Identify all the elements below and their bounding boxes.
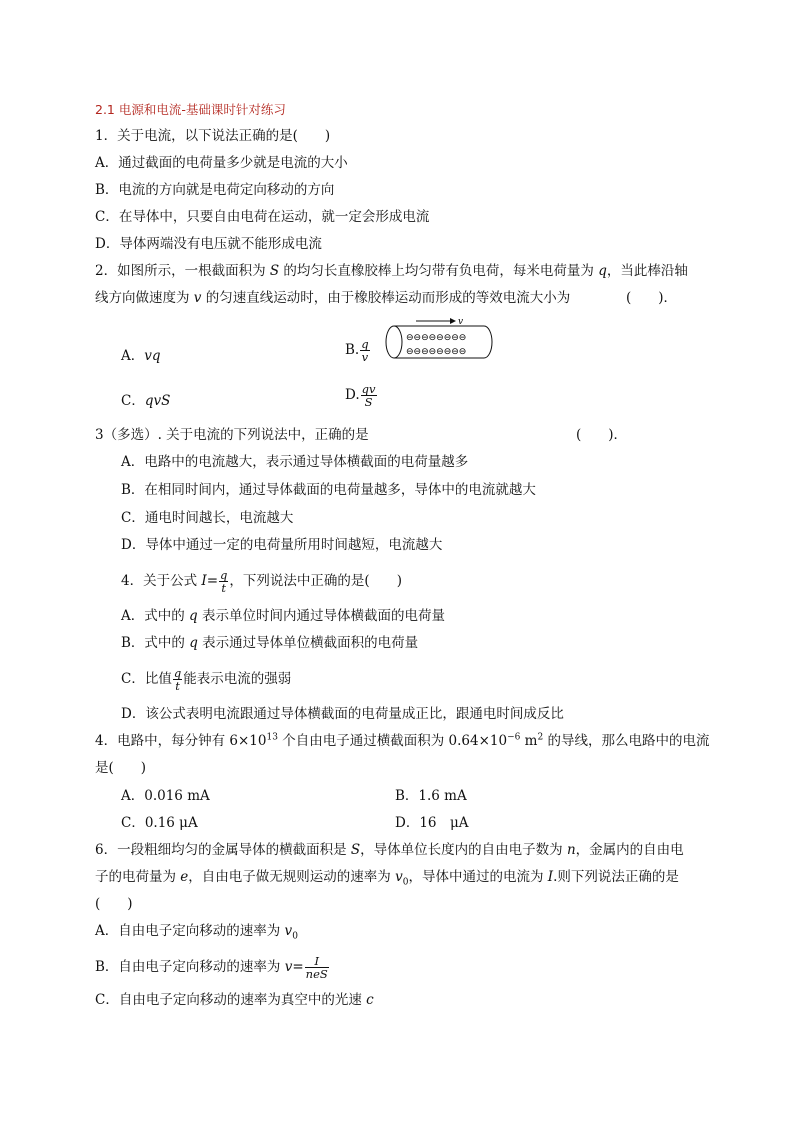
q6-option-a	[95, 921, 298, 941]
q2-option-c-value: qvS	[144, 393, 171, 409]
fraction-denominator: S	[364, 395, 373, 409]
q6-text: C．自由电子定向移动的速率为真空中的光速	[95, 992, 367, 1008]
q2-option-b-label: B.	[345, 342, 360, 358]
fraction-numerator: I	[305, 955, 329, 968]
velocity-arrowhead	[450, 318, 456, 324]
q3-option-d: D．导体中通过一定的电荷量所用时间越短，电流越大	[121, 537, 443, 553]
q4-text: 表示单位时间内通过导体横截面的电荷量	[197, 608, 445, 624]
q3-stem: 3（多选）. 关于电流的下列说法中，正确的是	[95, 427, 369, 443]
q4-text: B．式中的	[121, 635, 190, 651]
q6-text: .则下列说法正确的是	[553, 869, 679, 885]
q1-option-c: C．在导体中，只要自由电荷在运动，就一定会形成电流	[95, 209, 430, 225]
q1-stem: 1．关于电流，以下说法正确的是( )	[95, 128, 331, 144]
q2-text: 的匀速直线运动时，由于橡胶棒运动而形成的等效电流大小为	[201, 290, 571, 306]
q6-equals: =	[292, 959, 304, 975]
q6-var-n: n	[566, 842, 576, 858]
q6-text: 6．一段粗细均匀的金属导体的横截面积是	[95, 842, 351, 858]
q3-option-a: A．电路中的电流越大，表示通过导体横截面的电荷量越多	[121, 454, 469, 470]
q4-var-q: q	[189, 635, 198, 651]
q2-text: 2．如图所示，一根截面积为	[95, 263, 270, 279]
fraction-numerator: qv	[361, 382, 376, 396]
q4-option-a	[121, 606, 445, 626]
q2-option-b	[345, 338, 371, 363]
q6-text: ，自由电子做无规则运动的速率为	[188, 869, 396, 885]
q2-stem-line2	[95, 288, 570, 308]
q5-text: 个自由电子通过横截面积为 0.64×10	[277, 733, 508, 749]
q2-text: ，当此棒沿轴	[606, 263, 688, 279]
q6-subscript: 0	[402, 877, 409, 888]
q5-option-b: B．1.6 mA	[395, 788, 467, 804]
q5-stem-line1	[95, 731, 709, 751]
fraction-numerator: q	[173, 666, 182, 680]
q6-stem-line3: ( )	[95, 896, 133, 912]
q5-exponent: 13	[266, 732, 278, 743]
q6-stem-line2	[95, 867, 679, 887]
q2-option-a-label: A．	[121, 348, 145, 364]
q5-text: 4．电路中，每分钟有 6×10	[95, 733, 267, 749]
q5-text: m	[520, 733, 538, 749]
rod-end-ellipse	[386, 326, 402, 358]
q1-option-b: B．电流的方向就是电荷定向移动的方向	[95, 182, 335, 198]
q4-text: ，下列说法中正确的是( )	[229, 573, 402, 589]
q4-text: 表示通过导体单位横截面积的电荷量	[197, 635, 419, 651]
velocity-label: v	[458, 317, 464, 327]
q2-stem-line1	[95, 261, 688, 281]
q6-var-i: I	[547, 869, 554, 885]
q6-text: B．自由电子定向移动的速率为	[95, 959, 285, 975]
q4-option-c-fraction	[173, 667, 182, 692]
q6-text: ，导体中通过的电流为	[408, 869, 548, 885]
q6-var-v: v	[395, 869, 403, 885]
q2-option-c	[121, 391, 170, 411]
q4-equals: =	[206, 573, 219, 589]
q6-subscript: 0	[292, 931, 298, 942]
q4-text: A．式中的	[121, 608, 190, 624]
q4-text: 4．关于公式	[121, 573, 202, 589]
q5-text: 的导线，那么电路中的电流	[543, 733, 710, 749]
q5-option-a: A．0.016 mA	[121, 788, 210, 804]
q3-answer-bracket: ( )．	[576, 427, 628, 443]
q5-exponent: −6	[507, 732, 521, 743]
q2-option-d-fraction	[361, 383, 377, 408]
q4-var-i: I	[201, 573, 207, 589]
q1-option-a: A．通过截面的电荷量多少就是电流的大小	[95, 155, 348, 171]
q2-option-b-fraction	[360, 338, 369, 363]
q4-var-q: q	[189, 608, 198, 624]
q5-exponent: 2	[537, 732, 544, 743]
q2-option-d-label: D.	[345, 387, 360, 403]
fraction-denominator: neS	[305, 967, 328, 981]
q2-text: 线方向做速度为	[95, 290, 194, 306]
q6-var-v: v	[284, 923, 293, 939]
q2-var-q: q	[598, 263, 607, 279]
q6-option-b-fraction	[305, 955, 329, 980]
q4-text: C．比值	[121, 671, 172, 687]
q2-option-a	[121, 346, 161, 366]
fraction-denominator: t	[221, 581, 227, 595]
q4-option-d: D．该公式表明电流跟通过导体横截面的电荷量成正比，跟通电时间成反比	[121, 706, 564, 722]
negative-charges-row-1: ⊖⊖⊖⊖⊖⊖⊖⊖	[406, 333, 467, 343]
fraction-numerator: q	[361, 337, 369, 351]
q4-stem	[121, 569, 402, 594]
fraction-numerator: q	[220, 568, 228, 582]
worksheet-title: 2.1 电源和电流-基础课时针对练习	[95, 102, 286, 117]
q6-stem-line1	[95, 840, 684, 860]
q3-option-b: B．在相同时间内，通过导体截面的电荷量越多，导体中的电流就越大	[121, 482, 536, 498]
q4-option-c	[121, 667, 291, 692]
q6-text: ，金属内的自由电	[575, 842, 684, 858]
q3-option-c: C．通电时间越长，电流越大	[121, 510, 294, 526]
q5-option-d: D．16 μA	[395, 815, 469, 831]
negative-charges-row-2: ⊖⊖⊖⊖⊖⊖⊖⊖	[406, 347, 467, 357]
q4-formula-fraction	[219, 569, 228, 594]
charged-rod-figure	[380, 316, 500, 360]
q2-text: 的均匀长直橡胶棒上均匀带有负电荷，每米电荷量为	[279, 263, 599, 279]
fraction-denominator: t	[175, 679, 180, 693]
q4-option-b	[121, 633, 418, 653]
q6-text: A．自由电子定向移动的速率为	[95, 923, 285, 939]
q6-var-c: c	[366, 992, 374, 1008]
q1-option-d: D．导体两端没有电压就不能形成电流	[95, 236, 322, 252]
q2-option-a-value: vq	[144, 348, 161, 364]
q6-option-b	[95, 955, 330, 980]
q6-text: 子的电荷量为	[95, 869, 181, 885]
q6-var-s: S	[350, 842, 361, 858]
q2-option-d	[345, 383, 378, 408]
q2-answer-bracket: ( )．	[626, 290, 678, 306]
q5-option-c: C．0.16 μA	[121, 815, 198, 831]
q6-var-e: e	[180, 869, 189, 885]
q4-text: 能表示电流的强弱	[183, 671, 292, 687]
q5-stem-line2: 是( )	[95, 760, 147, 776]
q2-option-c-label: C．	[121, 393, 145, 409]
q2-var-s: S	[269, 263, 280, 279]
fraction-denominator: v	[361, 350, 369, 364]
q6-var-v: v	[284, 959, 293, 975]
q2-var-v: v	[193, 290, 202, 306]
q6-option-c	[95, 990, 374, 1010]
q6-text: ，导体单位长度内的自由电子数为	[360, 842, 567, 858]
